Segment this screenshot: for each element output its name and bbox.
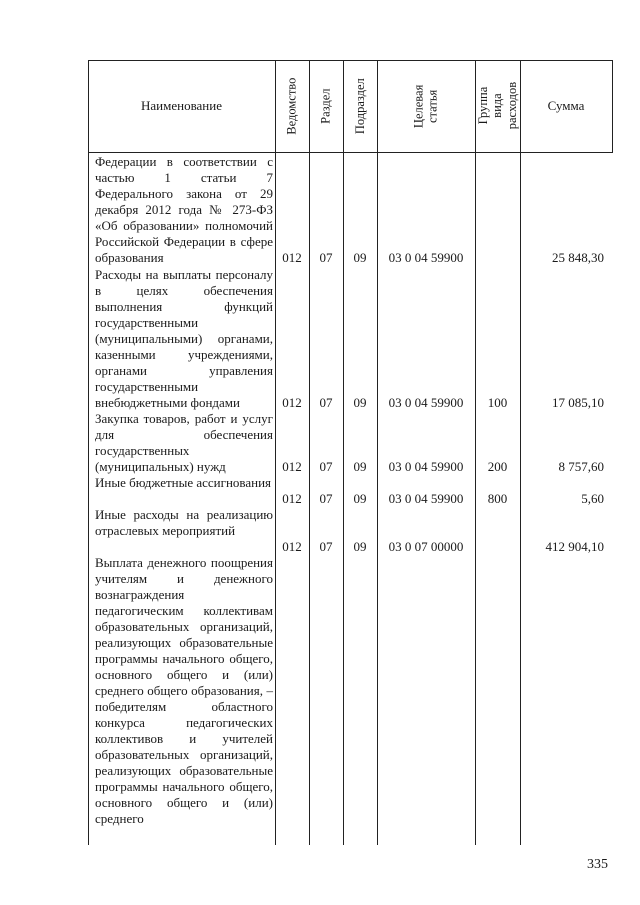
- page-number: 335: [587, 857, 608, 872]
- cell-razdel: 07: [319, 250, 333, 265]
- header-vedomstvo: Ведомство: [284, 77, 299, 135]
- cell-summa: 17 085,10: [552, 395, 604, 410]
- header-summa: Сумма: [547, 98, 585, 113]
- cell-tselevaya-statya: 03 0 04 59900: [388, 250, 464, 265]
- row-name: Выплата денежного поощрения учителям и денежного вознаграждения педагогическим коллективам образовательных организаций, реализующих образовательные программы начального общего, основного общего и (или) среднего общего образования, – победителям областного конкурса педагогических коллективов и учителей образовательных организаций, реализующих образовательные программы начального общего, основного общего и (или) среднего: [95, 555, 273, 826]
- cell-podrazdel: 09: [353, 250, 367, 265]
- cell-podrazdel: 09: [353, 395, 367, 410]
- row-name: Иные расходы на реализацию отраслевых мероприятий: [95, 507, 273, 538]
- cell-vedomstvo: 012: [282, 539, 302, 554]
- cell-razdel: 07: [319, 491, 333, 506]
- cell-summa: 8 757,60: [558, 459, 604, 474]
- cell-summa: 5,60: [581, 491, 604, 506]
- row-name: Федерации в соответствии с частью 1 статьи 7 Федерального закона от 29 декабря 2012 года № 273-ФЗ «Об образовании» полномочий Российской Федерации в сфере образования: [95, 154, 273, 265]
- cell-summa: 25 848,30: [552, 250, 604, 265]
- cell-tselevaya-statya: 03 0 04 59900: [388, 395, 464, 410]
- cell-podrazdel: 09: [353, 539, 367, 554]
- row-name: Закупка товаров, работ и услуг для обеспечения государственных (муниципальных) нужд: [95, 411, 273, 474]
- header-razdel: Раздел: [318, 88, 333, 124]
- header-tselevaya-statya: Целевая статья: [411, 84, 440, 128]
- cell-summa: 412 904,10: [545, 539, 604, 554]
- header-name: Наименование: [141, 98, 222, 113]
- cell-tselevaya-statya: 03 0 07 00000: [388, 539, 464, 554]
- header-podrazdel: Подраздел: [352, 78, 367, 134]
- cell-gruppa: 200: [487, 459, 508, 474]
- row-name: Иные бюджетные ассигнования: [95, 475, 272, 490]
- cell-razdel: 07: [319, 395, 333, 410]
- cell-razdel: 07: [319, 459, 333, 474]
- cell-podrazdel: 09: [353, 491, 367, 506]
- cell-tselevaya-statya: 03 0 04 59900: [388, 459, 464, 474]
- budget-table: [88, 60, 612, 845]
- cell-tselevaya-statya: 03 0 04 59900: [388, 491, 464, 506]
- cell-vedomstvo: 012: [282, 459, 302, 474]
- cell-vedomstvo: 012: [282, 250, 302, 265]
- row-name: Расходы на выплаты персоналу в целях обеспечения выполнения функций государственными (муниципальными) органами, казенными учреждениями, органами управления государственными внебюджетными фондами: [95, 267, 273, 410]
- cell-gruppa: 100: [487, 395, 508, 410]
- cell-vedomstvo: 012: [282, 491, 302, 506]
- header-gruppa-vida-rashodov: Группа вида расходов: [475, 82, 519, 130]
- cell-gruppa: 800: [487, 491, 508, 506]
- cell-razdel: 07: [319, 539, 333, 554]
- cell-podrazdel: 09: [353, 459, 367, 474]
- cell-vedomstvo: 012: [282, 395, 302, 410]
